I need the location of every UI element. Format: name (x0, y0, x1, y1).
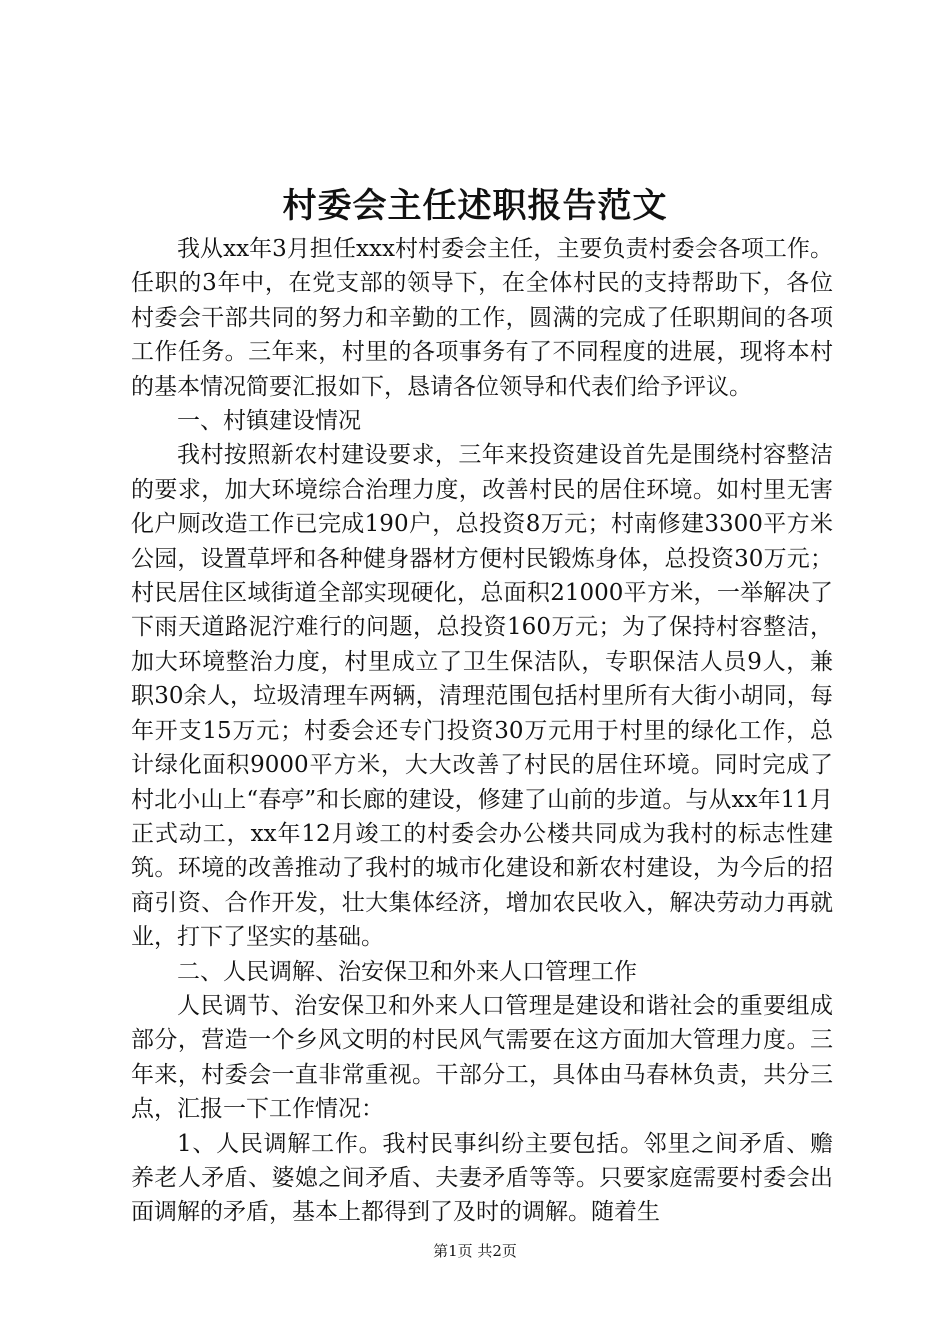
document-body (131, 232, 833, 1230)
paragraph-mediation-work: 1、人民调解工作。我村民事纠纷主要包括。邻里之间矛盾、赡养老人矛盾、婆媳之间矛盾、夫妻矛盾等等。只要家庭需要村委会出面调解的矛盾，基本上都得到了及时的调解。随着生 (131, 1130, 833, 1226)
document-title: 村委会主任述职报告范文 (282, 186, 668, 226)
page-footer: 第1页 共2页 (433, 1242, 517, 1260)
paragraph-intro: 我从xx年3月担任xxx村村委会主任，主要负责村委会各项工作。任职的3年中，在党支部的领导下，在全体村民的支持帮助下，各位村委会干部共同的努力和辛勤的工作，圆满的完成了任职期间的各项工作任务。三年来，村里的各项事务有了不同程度的进展，现将本村的基本情况简要汇报如下，恳请各位领导和代表们给予评议。 (131, 236, 833, 400)
section-heading-1: 一、村镇建设情况 (177, 408, 361, 435)
paragraph-village-construction: 我村按照新农村建设要求，三年来投资建设首先是围绕村容整洁的要求，加大环境综合治理力度，改善村民的居住环境。如村里无害化户厕改造工作已完成190户，总投资8万元；村南修建3300平方米公园，设置草坪和各种健身器材方便村民锻炼身体，总投资30万元；村民居住区域街道全部实现硬化，总面积21000平方米，一举解决了下雨天道路泥泞难行的问题，总投资160万元；为了保持村容整洁，加大环境整治力度，村里成立了卫生保洁队，专职保洁人员9人，兼职30余人，垃圾清理车两辆，清理范围包括村里所有大街小胡同，每年开支15万元；村委会还专门投资30万元用于村里的绿化工作，总计绿化面积9000平方米，大大改善了村民的居住环境。同时完成了村北小山上“春亭”和长廊的建设，修建了山前的步道。与从xx年11月正式动工，xx年12月竣工的村委会办公楼共同成为我村的标志性建筑。环境的改善推动了我村的城市化建设和新农村建设，为今后的招商引资、合作开发，壮大集体经济，增加农民收入，解决劳动力再就业，打下了坚实的基础。 (131, 442, 833, 951)
paragraph-mediation-security: 人民调节、治安保卫和外来人口管理是建设和谐社会的重要组成部分，营造一个乡风文明的村民风气需要在这方面加大管理力度。三年来，村委会一直非常重视。干部分工，具体由马春林负责，共分三点，汇报一下工作情况： (131, 992, 833, 1123)
section-heading-2: 二、人民调解、治安保卫和外来人口管理工作 (177, 958, 637, 985)
